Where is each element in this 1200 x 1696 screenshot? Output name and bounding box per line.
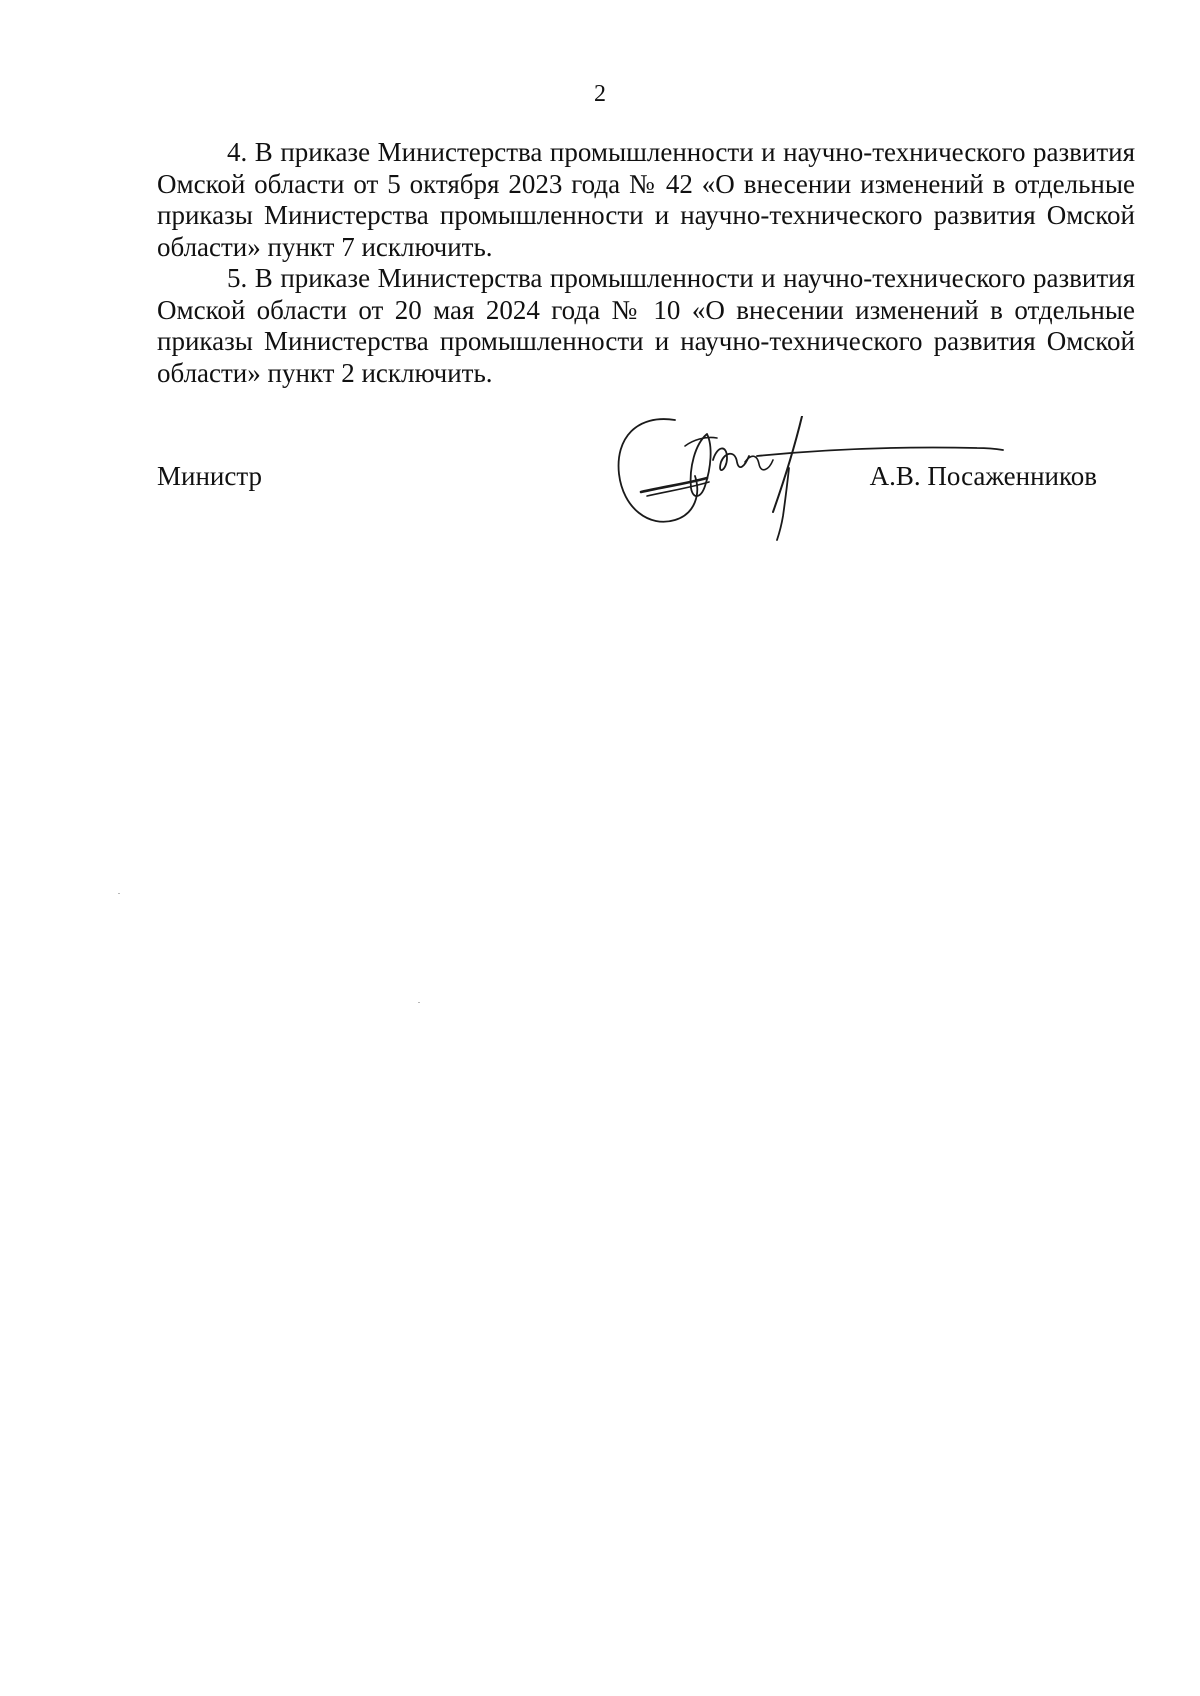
page-number: 2 xyxy=(594,81,606,107)
paragraph-item-5: 5. В приказе Министерства промышленности и научно-технического развития Омской области от 20 мая 2024 года № 10 «О внесении изменений в отдельные приказы Министерства промышленности и научно-технического развития Омской области» пункт 2 исключить. xyxy=(157,263,1135,388)
signature-block xyxy=(157,416,1097,546)
scan-artifact xyxy=(118,893,120,894)
scan-artifact xyxy=(418,1002,420,1003)
signer-title: Министр xyxy=(157,461,262,491)
document-body xyxy=(157,137,1135,389)
signer-name: А.В. Посаженников xyxy=(869,461,1097,491)
paragraph-item-4: 4. В приказе Министерства промышленности и научно-технического развития Омской области от 5 октября 2023 года № 42 «О внесении изменений в отдельные приказы Министерства промышленности и научно-технического развития Омской области» пункт 7 исключить. xyxy=(157,137,1135,262)
